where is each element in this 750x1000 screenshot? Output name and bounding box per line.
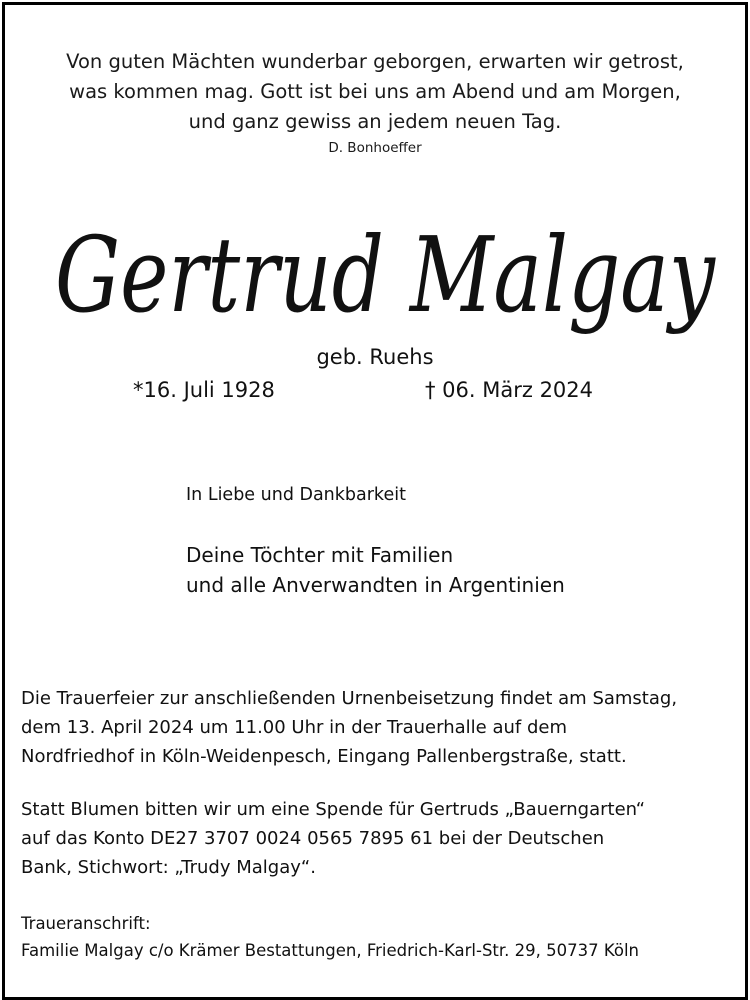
donation-line: Bank, Stichwort: „Trudy Malgay“. — [21, 857, 316, 878]
address-text: Familie Malgay c/o Krämer Bestattungen, Friedrich-Karl-Str. 29, 50737 Köln — [21, 941, 640, 960]
birth-name: geb. Ruehs — [316, 345, 434, 369]
quote-line: Von guten Mächten wunderbar geborgen, erwarten wir getrost, — [66, 50, 684, 73]
deceased-name-script — [45, 213, 725, 361]
deceased-name: Gertrud Malgay — [55, 214, 716, 336]
donation-line: Statt Blumen bitten wir um eine Spende für Gertruds „Bauerngarten“ — [21, 799, 646, 820]
donation-info — [21, 795, 645, 882]
service-line: dem 13. April 2024 um 11.00 Uhr in der Trauerhalle auf dem — [21, 717, 567, 738]
address-label: Traueranschrift: — [21, 914, 151, 933]
mourners-line: Deine Töchter mit Familien — [186, 543, 454, 567]
birth-date: *16. Juli 1928 — [133, 378, 275, 402]
quote-line: was kommen mag. Gott ist bei uns am Abend und am Morgen, — [69, 80, 681, 103]
bonhoeffer-quote — [5, 47, 745, 159]
death-date: † 06. März 2024 — [425, 378, 594, 402]
funeral-service-info — [21, 684, 677, 771]
dedication-text: In Liebe und Dankbarkeit — [186, 485, 406, 505]
obituary-notice — [2, 2, 748, 1000]
mourners-line: und alle Anverwandten in Argentinien — [186, 573, 565, 597]
quote-line: und ganz gewiss an jedem neuen Tag. — [188, 110, 562, 133]
donation-line: auf das Konto DE27 3707 0024 0565 7895 61 bei der Deutschen — [21, 828, 605, 849]
mourners-block — [186, 540, 565, 600]
mourning-address — [21, 910, 639, 964]
quote-author: D. Bonhoeffer — [328, 140, 422, 156]
service-line: Die Trauerfeier zur anschließenden Urnenbeisetzung findet am Samstag, — [21, 688, 678, 709]
service-line: Nordfriedhof in Köln-Weidenpesch, Eingang Pallenbergstraße, statt. — [21, 746, 627, 767]
